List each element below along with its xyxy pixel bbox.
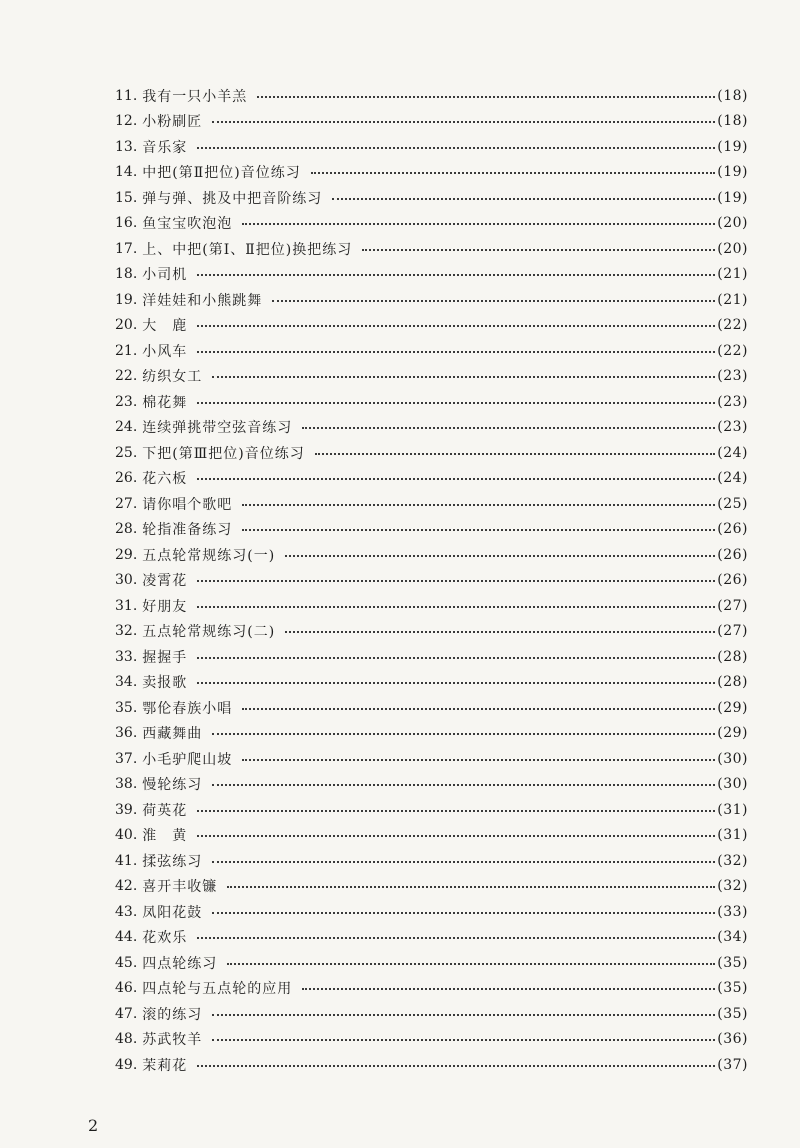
toc-entry-number: 30. <box>115 572 138 589</box>
toc-entry <box>115 338 748 364</box>
toc-entry <box>115 415 748 441</box>
toc-entry-number: 29. <box>115 546 138 563</box>
toc-entry-page: (26) <box>717 572 748 589</box>
dot-leader <box>197 147 715 149</box>
toc-entry-page: (36) <box>717 1031 748 1048</box>
toc-entry-page: (22) <box>717 342 748 359</box>
toc-entry <box>115 899 748 925</box>
toc-entry-title: 音乐家 <box>142 139 188 156</box>
toc-entry-title: 五点轮常规练习(一) <box>142 547 276 564</box>
toc-entry-number: 35. <box>115 699 138 716</box>
dot-leader <box>212 1039 715 1041</box>
toc-entry-page: (37) <box>717 1056 748 1073</box>
toc-entry-title: 小风车 <box>142 343 188 360</box>
toc-entry-title: 喜开丰收镰 <box>142 879 218 896</box>
toc-entry-page: (28) <box>717 674 748 691</box>
toc-entry-number: 11. <box>115 87 138 104</box>
dot-leader <box>212 376 715 378</box>
toc-entry-title: 鱼宝宝吹泡泡 <box>142 216 233 233</box>
toc-entry-number: 34. <box>115 674 138 691</box>
dot-leader <box>227 886 715 888</box>
toc-entry <box>115 976 748 1002</box>
toc-entry-page: (29) <box>717 699 748 716</box>
page-number: 2 <box>88 1116 99 1135</box>
toc-entry-title: 鄂伦春族小唱 <box>142 700 233 717</box>
toc-entry-title: 凤阳花鼓 <box>142 904 203 921</box>
dot-leader <box>285 631 715 633</box>
dot-leader <box>197 1065 715 1067</box>
toc-entry-number: 25. <box>115 444 138 461</box>
toc-entry-number: 42. <box>115 878 138 895</box>
dot-leader <box>197 606 715 608</box>
toc-entry <box>115 109 748 135</box>
toc-entry-page: (35) <box>717 954 748 971</box>
dot-leader <box>197 351 715 353</box>
toc-entry-number: 21. <box>115 342 138 359</box>
toc-entry-number: 40. <box>115 827 138 844</box>
toc-entry-page: (35) <box>717 1005 748 1022</box>
dot-leader <box>197 937 715 939</box>
toc-entry <box>115 670 748 696</box>
toc-entry-title: 中把(第Ⅱ把位)音位练习 <box>142 165 301 182</box>
toc-entry-title: 茉莉花 <box>142 1057 188 1074</box>
toc-entry-title: 荷英花 <box>142 802 188 819</box>
toc-entry-number: 28. <box>115 521 138 538</box>
toc-entry-page: (24) <box>717 444 748 461</box>
toc-entry-number: 48. <box>115 1031 138 1048</box>
toc-entry <box>115 1001 748 1027</box>
toc-entry-number: 44. <box>115 929 138 946</box>
toc-entry-number: 22. <box>115 368 138 385</box>
toc-entry-page: (32) <box>717 852 748 869</box>
toc-entry <box>115 364 748 390</box>
toc-entry <box>115 925 748 951</box>
toc-entry-title: 纺织女工 <box>142 369 203 386</box>
toc-entry-title: 握握手 <box>142 649 188 666</box>
toc-entry-number: 41. <box>115 852 138 869</box>
toc-entry-page: (27) <box>717 597 748 614</box>
dot-leader <box>212 784 715 786</box>
toc-entry-number: 12. <box>115 113 138 130</box>
toc-entry-number: 20. <box>115 317 138 334</box>
toc-entry-title: 轮指准备练习 <box>142 522 233 539</box>
toc-entry-page: (27) <box>717 623 748 640</box>
toc-entry-page: (26) <box>717 546 748 563</box>
dot-leader <box>302 988 715 990</box>
toc-entry <box>115 695 748 721</box>
toc-entry <box>115 619 748 645</box>
dot-leader <box>197 682 715 684</box>
toc-entry-title: 慢轮练习 <box>142 777 203 794</box>
toc-entry-page: (29) <box>717 725 748 742</box>
dot-leader <box>197 580 715 582</box>
dot-leader <box>242 223 715 225</box>
toc-entry-title: 请你唱个歌吧 <box>142 496 233 513</box>
toc-entry <box>115 848 748 874</box>
dot-leader <box>212 912 715 914</box>
dot-leader <box>257 96 715 98</box>
toc-entry-title: 好朋友 <box>142 598 188 615</box>
toc-entry-page: (32) <box>717 878 748 895</box>
toc-entry-title: 小司机 <box>142 267 188 284</box>
toc-entry <box>115 211 748 237</box>
toc-entry <box>115 440 748 466</box>
toc-entry-title: 大 鹿 <box>142 318 188 335</box>
toc-entry <box>115 1052 748 1078</box>
dot-leader <box>272 300 715 302</box>
toc-entry-page: (22) <box>717 317 748 334</box>
toc-entry-title: 揉弦练习 <box>142 853 203 870</box>
toc-entry-number: 31. <box>115 597 138 614</box>
dot-leader <box>197 810 715 812</box>
toc-entry-title: 上、中把(第Ⅰ、Ⅱ把位)换把练习 <box>142 241 353 258</box>
toc-entry-number: 26. <box>115 470 138 487</box>
toc-entry <box>115 874 748 900</box>
dot-leader <box>212 1014 715 1016</box>
toc-entry <box>115 236 748 262</box>
toc-entry-title: 滚的练习 <box>142 1006 203 1023</box>
toc-entry <box>115 262 748 288</box>
toc-entry <box>115 185 748 211</box>
toc-entry-title: 下把(第Ⅲ把位)音位练习 <box>142 445 305 462</box>
toc-entry-page: (35) <box>717 980 748 997</box>
toc-entry-title: 凌霄花 <box>142 573 188 590</box>
toc-entry-number: 13. <box>115 138 138 155</box>
toc-entry-title: 花六板 <box>142 471 188 488</box>
toc-entry-title: 我有一只小羊羔 <box>142 88 248 105</box>
dot-leader <box>227 963 715 965</box>
toc-entry-page: (24) <box>717 470 748 487</box>
dot-leader <box>212 861 715 863</box>
toc-entry-page: (33) <box>717 903 748 920</box>
toc-entry <box>115 1027 748 1053</box>
dot-leader <box>197 402 715 404</box>
toc-entry-number: 23. <box>115 393 138 410</box>
toc-entry-number: 47. <box>115 1005 138 1022</box>
toc-entry <box>115 568 748 594</box>
dot-leader <box>362 249 715 251</box>
toc-entry <box>115 746 748 772</box>
toc-entry-number: 32. <box>115 623 138 640</box>
toc-entry-page: (23) <box>717 368 748 385</box>
dot-leader <box>242 759 715 761</box>
toc-entry-number: 37. <box>115 750 138 767</box>
toc-entry <box>115 491 748 517</box>
toc-entry <box>115 517 748 543</box>
dot-leader <box>197 657 715 659</box>
toc-entry-page: (23) <box>717 393 748 410</box>
toc-entry-number: 18. <box>115 266 138 283</box>
toc-entry-page: (19) <box>717 189 748 206</box>
toc-entry-title: 淮 黄 <box>142 828 188 845</box>
toc-entry-page: (18) <box>717 87 748 104</box>
toc-entry <box>115 772 748 798</box>
toc-entry-number: 24. <box>115 419 138 436</box>
toc-entry-number: 17. <box>115 240 138 257</box>
dot-leader <box>197 835 715 837</box>
toc-entry-page: (20) <box>717 215 748 232</box>
toc-entry-number: 19. <box>115 291 138 308</box>
toc-entry <box>115 389 748 415</box>
toc-entry-title: 连续弹挑带空弦音练习 <box>142 420 293 437</box>
toc-entry-title: 小毛驴爬山坡 <box>142 751 233 768</box>
toc-entry-number: 36. <box>115 725 138 742</box>
toc-entry-page: (21) <box>717 266 748 283</box>
table-of-contents <box>115 83 748 1078</box>
toc-entry-title: 小粉刷匠 <box>142 114 203 131</box>
toc-entry-number: 27. <box>115 495 138 512</box>
toc-entry <box>115 287 748 313</box>
toc-entry <box>115 134 748 160</box>
toc-entry-title: 棉花舞 <box>142 394 188 411</box>
toc-entry-title: 弹与弹、挑及中把音阶练习 <box>142 190 323 207</box>
toc-entry-title: 洋娃娃和小熊跳舞 <box>142 292 263 309</box>
toc-entry-page: (30) <box>717 776 748 793</box>
dot-leader <box>197 274 715 276</box>
dot-leader <box>311 172 716 174</box>
dot-leader <box>242 504 715 506</box>
toc-entry-number: 43. <box>115 903 138 920</box>
toc-entry-number: 15. <box>115 189 138 206</box>
toc-entry-page: (23) <box>717 419 748 436</box>
toc-entry-number: 16. <box>115 215 138 232</box>
toc-entry-title: 苏武牧羊 <box>142 1032 203 1049</box>
dot-leader <box>285 555 715 557</box>
toc-entry-page: (31) <box>717 801 748 818</box>
toc-entry <box>115 593 748 619</box>
toc-entry-title: 四点轮与五点轮的应用 <box>142 981 293 998</box>
dot-leader <box>197 325 715 327</box>
toc-entry <box>115 313 748 339</box>
toc-entry <box>115 466 748 492</box>
toc-entry-number: 46. <box>115 980 138 997</box>
toc-entry-title: 花欢乐 <box>142 930 188 947</box>
toc-entry <box>115 950 748 976</box>
toc-entry <box>115 83 748 109</box>
toc-entry-page: (26) <box>717 521 748 538</box>
toc-entry-title: 卖报歌 <box>142 675 188 692</box>
toc-entry-page: (19) <box>717 138 748 155</box>
toc-entry-page: (20) <box>717 240 748 257</box>
toc-entry-page: (31) <box>717 827 748 844</box>
toc-entry-page: (34) <box>717 929 748 946</box>
toc-entry <box>115 823 748 849</box>
toc-entry-title: 五点轮常规练习(二) <box>142 624 276 641</box>
toc-entry-page: (30) <box>717 750 748 767</box>
toc-entry-page: (18) <box>717 113 748 130</box>
toc-entry <box>115 797 748 823</box>
toc-entry-number: 33. <box>115 648 138 665</box>
toc-entry-title: 四点轮练习 <box>142 955 218 972</box>
dot-leader <box>242 708 715 710</box>
toc-entry-title: 西藏舞曲 <box>142 726 203 743</box>
toc-entry-number: 45. <box>115 954 138 971</box>
dot-leader <box>302 427 715 429</box>
dot-leader <box>242 529 715 531</box>
toc-entry-page: (25) <box>717 495 748 512</box>
toc-entry-number: 14. <box>115 164 138 181</box>
toc-entry-number: 38. <box>115 776 138 793</box>
toc-entry-number: 49. <box>115 1056 138 1073</box>
dot-leader <box>315 453 716 455</box>
dot-leader <box>212 733 715 735</box>
toc-entry <box>115 160 748 186</box>
toc-entry <box>115 721 748 747</box>
toc-entry-page: (21) <box>717 291 748 308</box>
dot-leader <box>332 198 715 200</box>
toc-entry-page: (19) <box>717 164 748 181</box>
toc-entry <box>115 542 748 568</box>
toc-entry <box>115 644 748 670</box>
toc-entry-page: (28) <box>717 648 748 665</box>
dot-leader <box>197 478 715 480</box>
dot-leader <box>212 121 715 123</box>
toc-entry-number: 39. <box>115 801 138 818</box>
